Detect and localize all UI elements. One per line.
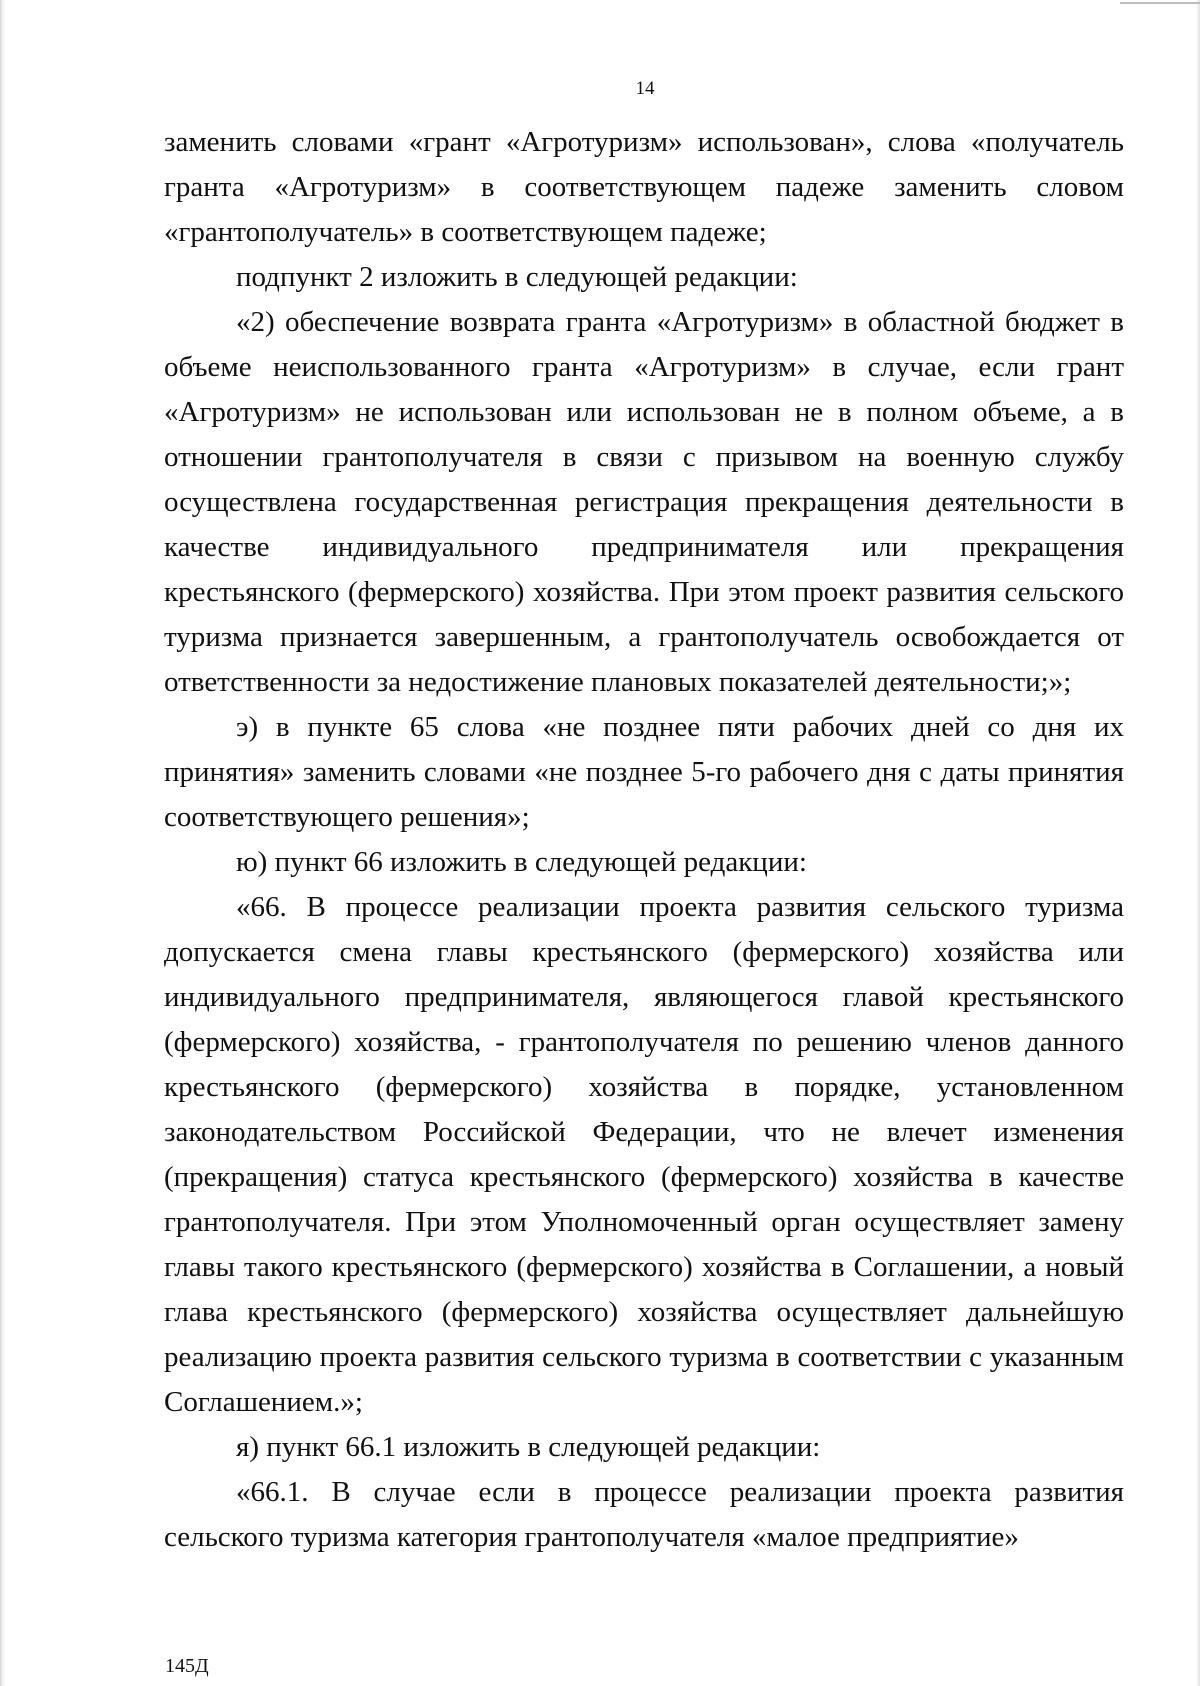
paragraph-subpoint-2-intro: подпункт 2 изложить в следующей редакции:: [236, 261, 798, 293]
paragraph-item-yu-intro: ю) пункт 66 изложить в следующей редакции:: [236, 846, 807, 878]
footer-code: 145Д: [165, 1655, 209, 1677]
scan-top-line: [1120, 2, 1200, 4]
document-body: [164, 120, 1124, 1560]
paragraph-point-66-1-text: «66.1. В случае если в процессе реализации проекта развития сельского туризма категория грантополучателя «малое предприятие»: [164, 1476, 1124, 1553]
page-number: 14: [635, 78, 655, 99]
paragraph-point-66-text: «66. В процессе реализации проекта развития сельского туризма допускается смена главы крестьянского (фермерского) хозяйства или индивидуального предпринимателя, являющегося главой крестьянского (фермерского) хозяйства, - грантополучателя по решению членов данного крестьянского (фермерского) хозяйства в порядке, установленном законодательством Российской Федерации, что не влечет изменения (прекращения) статуса крестьянского (фермерского) хозяйства в качестве грантополучателя. При этом Уполномоченный орган осуществляет замену главы такого крестьянского (фермерского) хозяйства в Соглашении, а новый глава крестьянского (фермерского) хозяйства осуществляет дальнейшую реализацию проекта развития сельского туризма в соответствии с указанным Соглашением.»;: [164, 891, 1124, 1418]
scan-edge-right: [1196, 0, 1200, 1686]
scan-edge-left: [0, 0, 6, 1686]
paragraph-continuation: заменить словами «грант «Агротуризм» использован», слова «получатель гранта «Агротуризм» в соответствующем падеже заменить словом «грантополучатель» в соответствующем падеже;: [164, 126, 1124, 248]
paragraph-subpoint-2-text: «2) обеспечение возврата гранта «Агротуризм» в областной бюджет в объеме неиспользованного гранта «Агротуризм» в случае, если грант «Агротуризм» не использован или использован не в полном объеме, а в отношении грантополучателя в связи с призывом на военную службу осуществлена государственная регистрация прекращения деятельности в качестве индивидуального предпринимателя или прекращения крестьянского (фермерского) хозяйства. При этом проект развития сельского туризма признается завершенным, а грантополучатель освобождается от ответственности за недостижение плановых показателей деятельности;»;: [164, 306, 1124, 698]
paragraph-item-ya-intro: я) пункт 66.1 изложить в следующей редакции:: [236, 1431, 821, 1463]
paragraph-item-e: э) в пункте 65 слова «не позднее пяти рабочих дней со дня их принятия» заменить словами «не позднее 5-го рабочего дня с даты принятия соответствующего решения»;: [164, 711, 1124, 833]
